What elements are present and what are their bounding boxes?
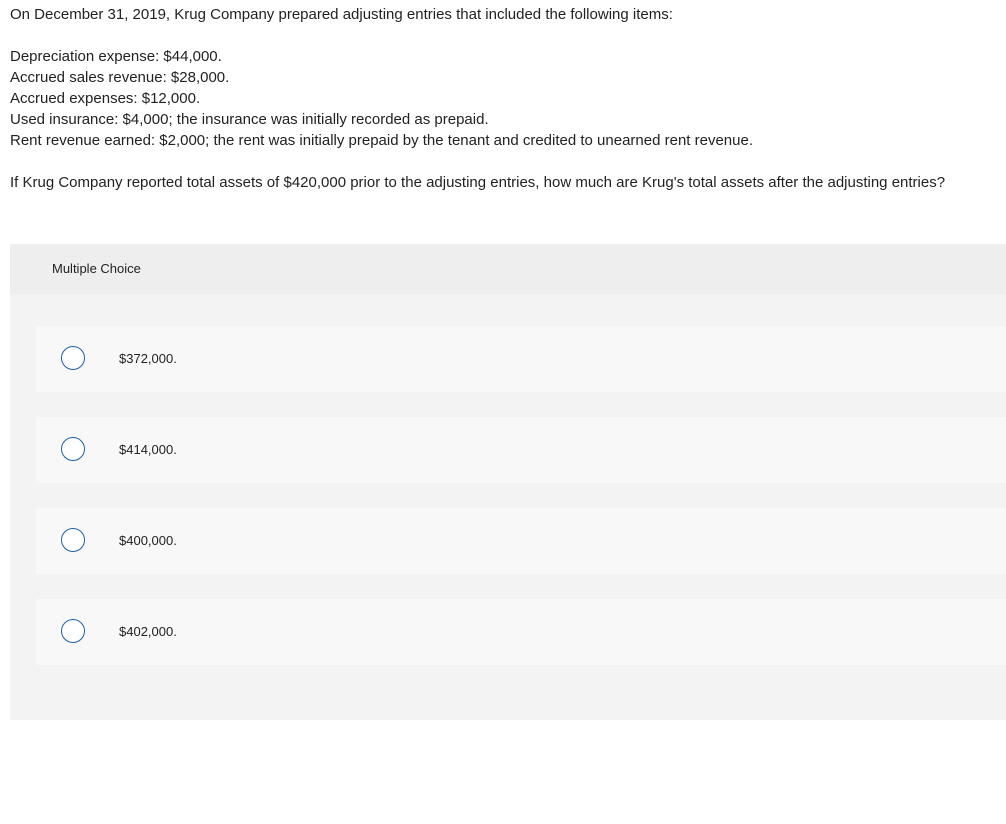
multiple-choice-title: Multiple Choice (52, 261, 141, 276)
adjustment-item-accrued-sales: Accrued sales revenue: $28,000. (10, 69, 230, 86)
multiple-choice-header (10, 244, 1006, 294)
question-intro: On December 31, 2019, Krug Company prepared adjusting entries that included the following items: (10, 6, 673, 23)
answer-option-2[interactable] (36, 417, 1006, 483)
question-text (10, 4, 1000, 193)
answer-option-label: $402,000. (119, 624, 177, 639)
answer-option-label: $372,000. (119, 351, 177, 366)
answer-option-4[interactable] (36, 599, 1006, 665)
radio-button-icon[interactable] (61, 346, 85, 370)
multiple-choice-panel (10, 244, 1006, 720)
adjustment-item-used-insurance: Used insurance: $4,000; the insurance was initially recorded as prepaid. (10, 111, 489, 128)
adjustment-item-accrued-expenses: Accrued expenses: $12,000. (10, 90, 201, 107)
answer-option-label: $414,000. (119, 442, 177, 457)
answer-option-1[interactable] (36, 326, 1006, 392)
radio-button-icon[interactable] (61, 528, 85, 552)
question-prompt: If Krug Company reported total assets of $420,000 prior to the adjusting entries, how much are Krug's total assets after the adjusting entries? (10, 174, 946, 191)
answer-option-label: $400,000. (119, 533, 177, 548)
answer-option-3[interactable] (36, 508, 1006, 574)
adjustment-item-depreciation: Depreciation expense: $44,000. (10, 48, 222, 65)
radio-button-icon[interactable] (61, 437, 85, 461)
adjustment-item-rent-revenue: Rent revenue earned: $2,000; the rent was initially prepaid by the tenant and credited to unearned rent revenue. (10, 132, 753, 149)
radio-button-icon[interactable] (61, 619, 85, 643)
